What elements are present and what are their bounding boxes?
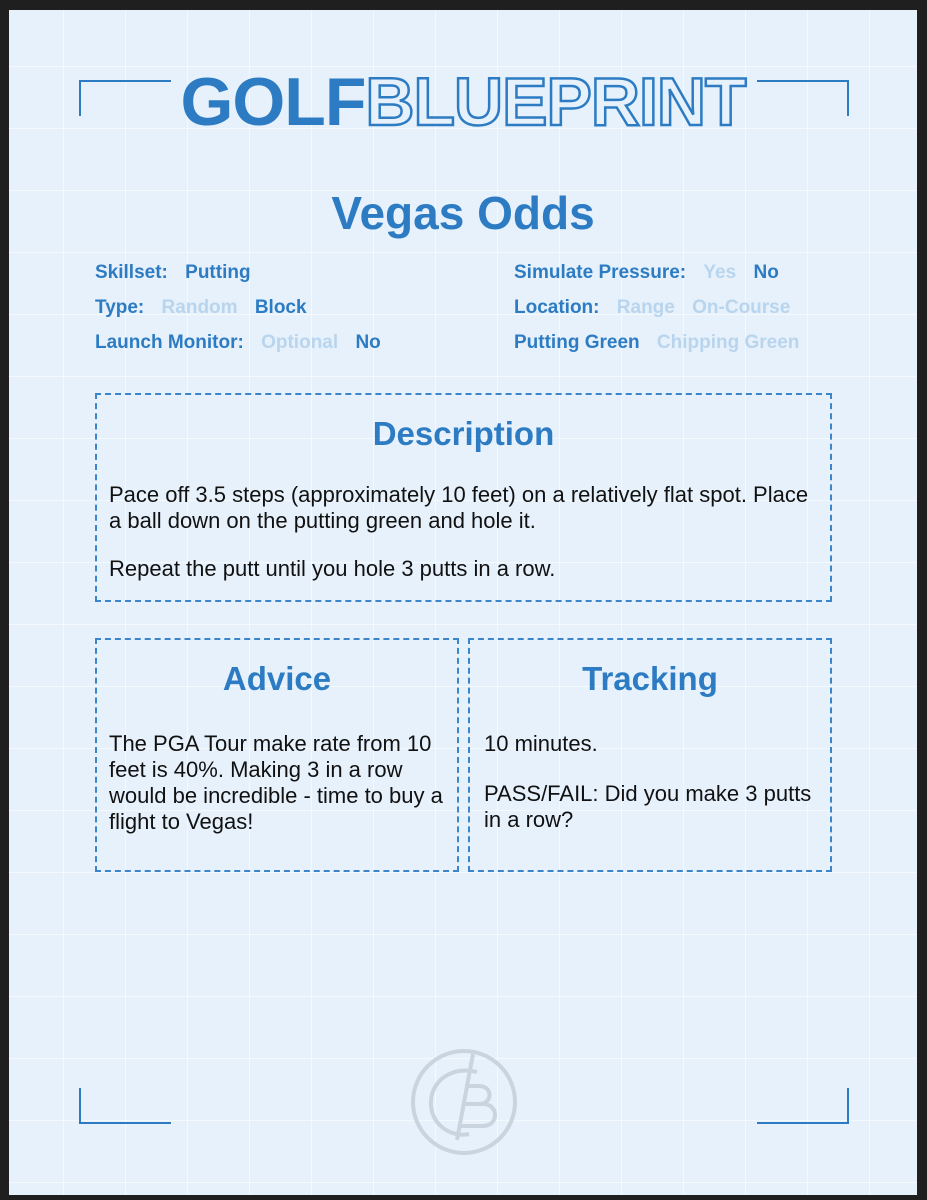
drill-card [9, 10, 917, 1195]
meta-skillset-value: Putting [185, 262, 251, 283]
meta-green [514, 331, 799, 355]
tracking-box [468, 638, 832, 872]
advice-text [97, 731, 457, 835]
meta-launch-monitor-label: Launch Monitor: [95, 332, 244, 353]
description-text [97, 482, 830, 582]
description-paragraph-1: Pace off 3.5 steps (approximately 10 feet) on a relatively flat spot. Place a ball down on the putting green and hole it. [109, 482, 809, 533]
meta-location-label: Location: [514, 297, 600, 318]
brand-part-golf: GOLF [180, 64, 366, 140]
tracking-paragraph-1: 10 minutes. [484, 731, 598, 756]
corner-bracket-bottom-left [79, 1088, 171, 1124]
meta-location-option-on-course: On-Course [692, 297, 791, 318]
brand-part-blueprint: BLUEPRINT [365, 64, 746, 140]
meta-launch-monitor-option-no: No [355, 332, 381, 353]
gb-emblem-icon [407, 1042, 521, 1156]
meta-type-option-random: Random [161, 297, 238, 318]
description-title: Description [372, 415, 555, 452]
tracking-paragraph-2: PASS/FAIL: Did you make 3 putts in a row? [484, 781, 812, 832]
description-paragraph-2: Repeat the putt until you hole 3 putts in a row. [109, 556, 556, 581]
tracking-title: Tracking [582, 660, 718, 697]
tracking-text [470, 731, 830, 833]
meta-simulate-pressure [514, 261, 779, 285]
meta-type-option-block: Block [254, 297, 307, 318]
meta-type [95, 296, 307, 320]
corner-bracket-bottom-right [757, 1088, 849, 1124]
description-box [95, 393, 832, 602]
meta-simulate-pressure-label: Simulate Pressure: [514, 262, 687, 283]
brand-logo [9, 62, 917, 142]
meta-skillset [95, 261, 251, 285]
meta-type-label: Type: [95, 297, 145, 318]
meta-green-option-putting: Putting Green [514, 332, 640, 353]
meta-skillset-label: Skillset: [95, 262, 168, 283]
page-title: Vegas Odds [331, 187, 595, 239]
advice-paragraph: The PGA Tour make rate from 10 feet is 40%. Making 3 in a row would be incredible - time to buy a flight to Vegas! [109, 731, 443, 834]
meta-location [514, 296, 790, 320]
meta-simulate-pressure-option-yes: Yes [703, 262, 737, 283]
meta-green-option-chipping: Chipping Green [656, 332, 800, 353]
advice-title: Advice [222, 660, 332, 697]
meta-launch-monitor [95, 331, 381, 355]
meta-location-option-range: Range [616, 297, 675, 318]
meta-simulate-pressure-option-no: No [753, 262, 779, 283]
advice-box [95, 638, 459, 872]
meta-launch-monitor-option-optional: Optional [261, 332, 339, 353]
